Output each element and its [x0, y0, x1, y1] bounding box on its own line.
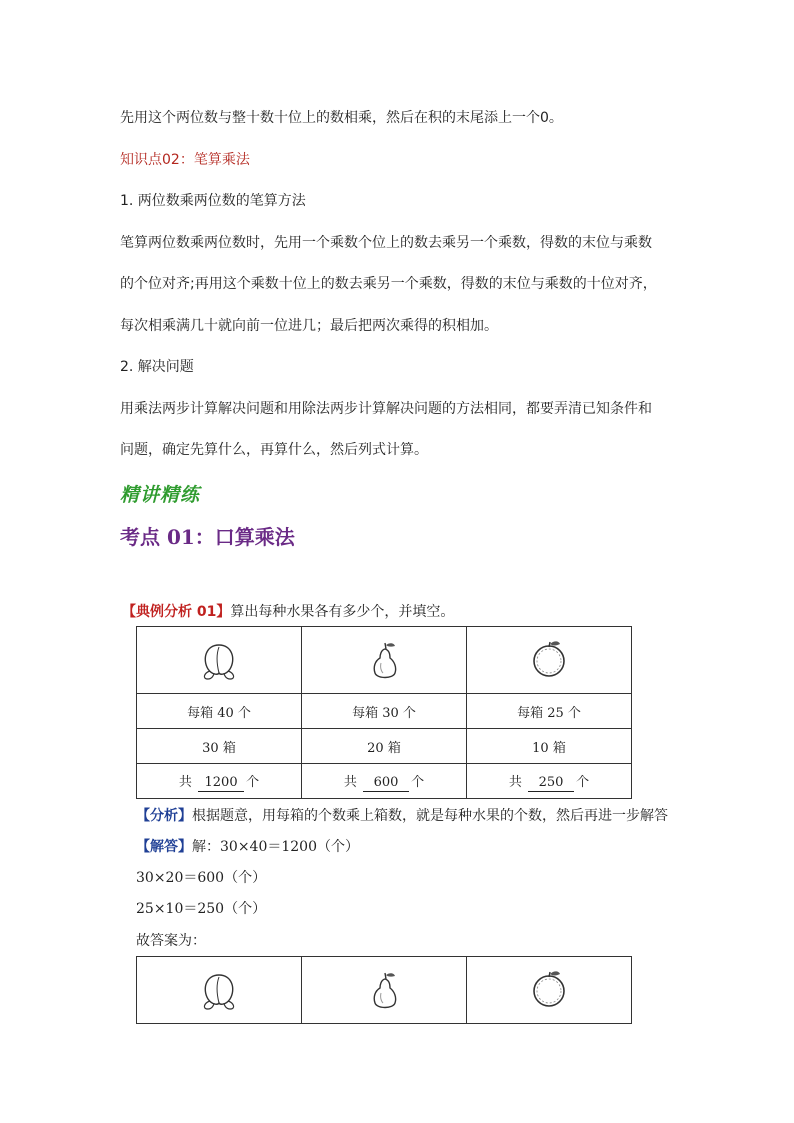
per-box-cell: 每箱 30 个: [302, 694, 467, 729]
answer-conclusion: 故答案为：: [136, 933, 206, 949]
example-text: 算出每种水果各有多少个，并填空。: [230, 604, 455, 620]
total-cell: [467, 764, 632, 799]
table-cell: [302, 627, 467, 694]
answer-line: 30×20＝600（个）: [136, 870, 267, 886]
intro-line: 先用这个两位数与整十数十位上的数相乘，然后在积的末尾添上一个0。: [120, 110, 563, 126]
table-cell: [302, 957, 467, 1024]
answer-tag: 【解答】: [136, 839, 192, 855]
pear-icon: [361, 637, 407, 683]
peach-icon: [196, 637, 242, 683]
example-question: [122, 602, 454, 622]
total-suffix: 个: [411, 774, 425, 790]
table-cell: [467, 957, 632, 1024]
peach-icon: [196, 967, 242, 1013]
analysis-text: 根据题意，用每箱的个数乘上箱数，就是每种水果的个数，然后再进一步解答: [192, 808, 668, 824]
per-box-cell: 每箱 40 个: [137, 694, 302, 729]
pear-icon: [361, 967, 407, 1013]
item2-body-line: 问题，确定先算什么，再算什么，然后列式计算。: [120, 442, 428, 458]
answer: [136, 837, 359, 857]
knowledge-point-title: 知识点02：笔算乘法: [120, 152, 250, 168]
answer-line: 25×10＝250（个）: [136, 901, 267, 917]
section-title: 精讲精练: [120, 484, 201, 506]
item2-body-line: 用乘法两步计算解决问题和用除法两步计算解决问题的方法相同，都要弄清已知条件和: [120, 401, 652, 417]
table-cell: [467, 627, 632, 694]
total-prefix: 共: [508, 774, 522, 790]
item1-body-line: 笔算两位数乘两位数时，先用一个乘数个位上的数去乘另一个乘数，得数的末位与乘数: [120, 235, 652, 251]
answer-text: 解：30×40＝1200（个）: [192, 839, 359, 855]
total-blank[interactable]: 1200: [198, 775, 244, 792]
boxes-cell: 20 箱: [302, 729, 467, 764]
total-cell: [137, 764, 302, 799]
total-prefix: 共: [178, 774, 192, 790]
table-cell: [137, 627, 302, 694]
boxes-cell: 30 箱: [137, 729, 302, 764]
apple-icon: [526, 637, 572, 683]
total-suffix: 个: [576, 774, 590, 790]
total-blank[interactable]: 600: [363, 775, 409, 792]
total-cell: [302, 764, 467, 799]
item2-title: 2. 解决问题: [120, 359, 194, 375]
fruit-table: [136, 626, 632, 799]
example-tag: 【典例分析 01】: [122, 604, 231, 620]
per-box-cell: 每箱 25 个: [467, 694, 632, 729]
total-suffix: 个: [246, 774, 260, 790]
total-prefix: 共: [343, 774, 357, 790]
table-cell: [137, 957, 302, 1024]
analysis-tag: 【分析】: [136, 808, 192, 824]
item1-body-line: 的个位对齐;再用这个乘数十位上的数去乘另一个乘数，得数的末位与乘数的十位对齐，: [120, 276, 657, 292]
apple-icon: [526, 967, 572, 1013]
analysis: [136, 806, 668, 826]
item1-title: 1. 两位数乘两位数的笔算方法: [120, 193, 306, 209]
boxes-cell: 10 箱: [467, 729, 632, 764]
answer-table: [136, 956, 632, 1024]
item1-body-line: 每次相乘满几十就向前一位进几；最后把两次乘得的积相加。: [120, 318, 498, 334]
total-blank[interactable]: 250: [528, 775, 574, 792]
kaodian-title: 考点 01：口算乘法: [120, 525, 295, 549]
